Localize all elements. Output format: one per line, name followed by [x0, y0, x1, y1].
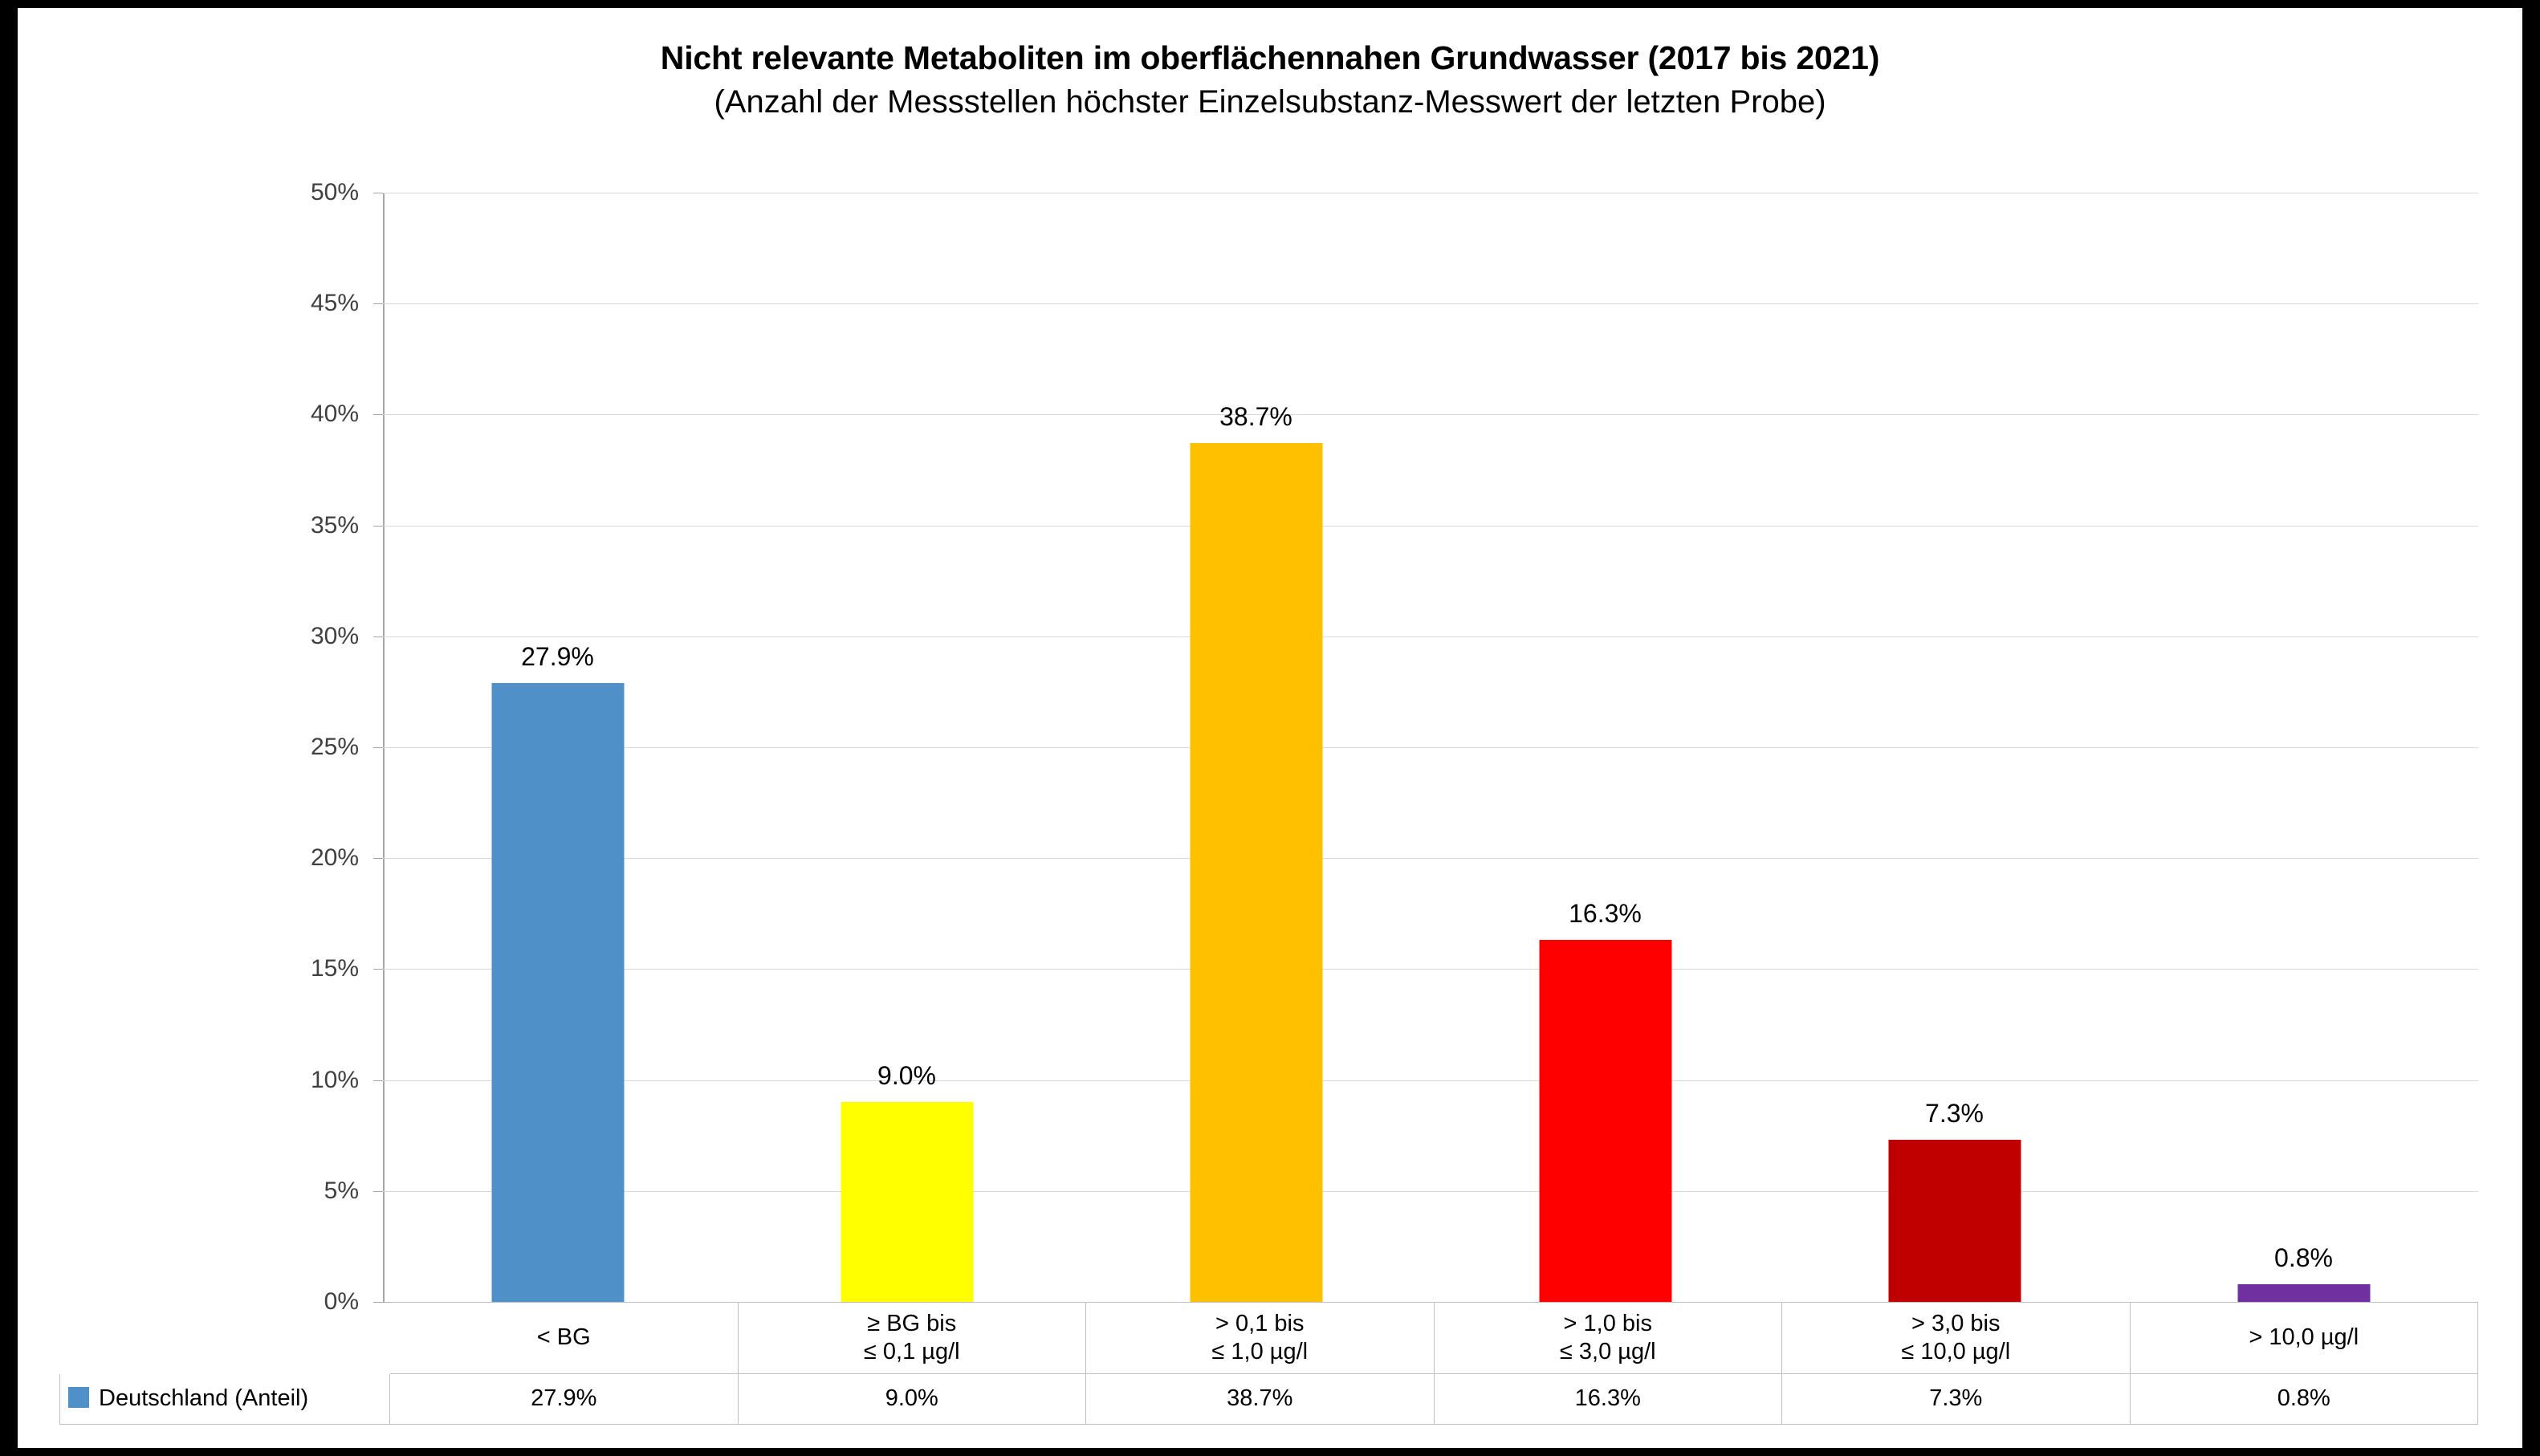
- table-corner-cell: [60, 1303, 390, 1374]
- y-axis-label: 40%: [310, 401, 359, 428]
- y-axis-label: 45%: [310, 290, 359, 317]
- y-axis-tick: [373, 526, 383, 527]
- table-row-categories: [60, 1303, 2478, 1374]
- bar-slot: [1431, 193, 1780, 1302]
- bar[interactable]: [1539, 940, 1671, 1302]
- y-axis-label: 50%: [310, 179, 359, 205]
- table-value-cell: 16.3%: [1434, 1374, 1782, 1425]
- chart-subtitle: (Anzahl der Messstellen höchster Einzelsubstanz-Messwert der letzten Probe): [714, 84, 1826, 120]
- bar-value-label: 38.7%: [1219, 402, 1292, 432]
- y-axis-label: 15%: [310, 955, 359, 982]
- bar-value-label: 0.8%: [2274, 1242, 2333, 1272]
- bar-slot: [1780, 193, 2129, 1302]
- legend-entry[interactable]: [60, 1374, 390, 1425]
- bar-slot: [383, 193, 732, 1302]
- y-axis-label: 5%: [324, 1177, 359, 1204]
- y-axis-label: 20%: [310, 844, 359, 872]
- table-category-cell: > 3,0 bis ≤ 10,0 µg/l: [1782, 1303, 2131, 1374]
- bar-value-label: 16.3%: [1569, 899, 1642, 929]
- chart-title: Nicht relevante Metaboliten im oberflächennahen Grundwasser (2017 bis 2021): [660, 39, 1880, 76]
- table-category-cell: > 1,0 bis ≤ 3,0 µg/l: [1434, 1303, 1782, 1374]
- bar[interactable]: [2237, 1284, 2370, 1302]
- table-row-values: [60, 1374, 2478, 1425]
- bar-slot: [2129, 193, 2478, 1302]
- bar-slot: [732, 193, 1081, 1302]
- y-axis-tick: [373, 303, 383, 304]
- legend-swatch-icon: [68, 1387, 89, 1408]
- chart-canvas: [18, 8, 2522, 1448]
- data-table: [59, 1302, 2478, 1425]
- y-axis-tick: [373, 636, 383, 637]
- table-value-cell: 9.0%: [738, 1374, 1086, 1425]
- y-axis-tick: [373, 858, 383, 859]
- y-axis-label: 10%: [310, 1066, 359, 1093]
- y-axis-tick: [373, 747, 383, 748]
- bar-slot: [1081, 193, 1431, 1302]
- bar-value-label: 9.0%: [877, 1061, 936, 1091]
- y-axis-tick: [373, 414, 383, 415]
- table-value-cell: 38.7%: [1086, 1374, 1435, 1425]
- y-axis-tick: [373, 1080, 383, 1081]
- y-axis-label: 35%: [310, 511, 359, 539]
- y-axis-tick: [373, 969, 383, 970]
- table-category-cell: < BG: [390, 1303, 739, 1374]
- y-axis-label: 30%: [310, 622, 359, 649]
- table-value-cell: 0.8%: [2130, 1374, 2478, 1425]
- y-axis-label: 0%: [324, 1288, 359, 1315]
- bar-value-label: 27.9%: [521, 641, 594, 671]
- bar[interactable]: [491, 683, 624, 1302]
- table-category-cell: ≥ BG bis ≤ 0,1 µg/l: [738, 1303, 1086, 1374]
- y-axis-tick: [373, 1191, 383, 1192]
- bar[interactable]: [841, 1102, 973, 1302]
- bar[interactable]: [1190, 443, 1322, 1302]
- bar[interactable]: [1888, 1140, 2021, 1302]
- legend-label: Deutschland (Anteil): [99, 1385, 309, 1412]
- chart-title-block: [18, 39, 2522, 122]
- bar-value-label: 7.3%: [1925, 1099, 1984, 1129]
- table-value-cell: 27.9%: [390, 1374, 739, 1425]
- y-axis-label: 25%: [310, 734, 359, 760]
- plot-area: [310, 179, 2478, 1315]
- table-value-cell: 7.3%: [1782, 1374, 2131, 1425]
- table-category-cell: > 10,0 µg/l: [2130, 1303, 2478, 1374]
- table-category-cell: > 0,1 bis ≤ 1,0 µg/l: [1086, 1303, 1435, 1374]
